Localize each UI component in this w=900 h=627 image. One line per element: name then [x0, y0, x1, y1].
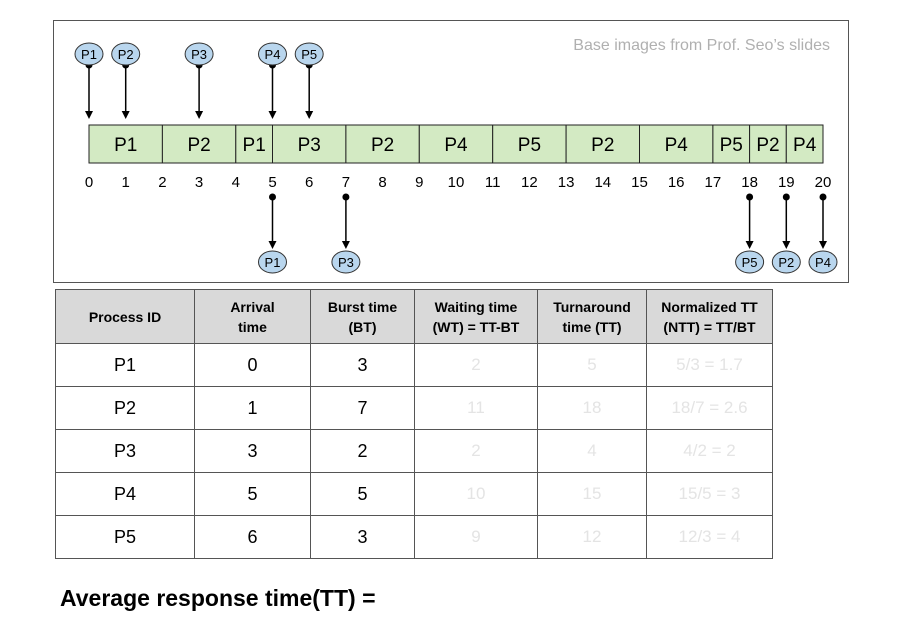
- cell-pid: P3: [56, 430, 195, 473]
- completion-arrow-head: [819, 241, 827, 249]
- cell-normalized: 12/3 = 4: [647, 516, 773, 559]
- header-turnaround-time-text: Turnaround time (TT): [553, 298, 631, 335]
- gantt-segment-label: P2: [756, 135, 780, 156]
- completion-arrow-head: [782, 241, 790, 249]
- time-tick-label: 19: [777, 174, 795, 191]
- cell-burst: 7: [311, 387, 415, 430]
- completion-process-label: P5: [741, 255, 758, 270]
- gantt-segment-label: P2: [591, 135, 615, 156]
- completion-arrow-head: [342, 241, 350, 249]
- gantt-diagram-frame: [53, 20, 849, 283]
- time-tick-label: 11: [484, 174, 501, 191]
- table-row: [56, 344, 773, 387]
- header-arrival-time: [195, 290, 311, 344]
- cell-normalized: 5/3 = 1.7: [647, 344, 773, 387]
- time-tick-label: 5: [268, 174, 277, 191]
- arrival-arrow-head: [85, 111, 93, 119]
- cell-turnaround: 4: [538, 430, 647, 473]
- cell-turnaround: 15: [538, 473, 647, 516]
- gantt-segment-label: P5: [517, 135, 542, 156]
- time-tick-label: 10: [447, 174, 465, 191]
- completion-process-label: P2: [778, 255, 795, 270]
- table-row: [56, 473, 773, 516]
- arrival-process-label: P5: [301, 47, 318, 62]
- cell-arrival: 5: [195, 473, 311, 516]
- cell-waiting: 2: [415, 430, 538, 473]
- header-process-id: Process ID: [56, 290, 195, 344]
- time-tick-label: 3: [194, 174, 204, 191]
- cell-waiting: 9: [415, 516, 538, 559]
- time-tick-label: 9: [415, 174, 424, 191]
- arrival-arrow-head: [122, 111, 130, 119]
- cell-burst: 3: [311, 344, 415, 387]
- header-burst-time-text: Burst time (BT): [327, 298, 398, 335]
- cell-arrival: 1: [195, 387, 311, 430]
- arrival-process-label: P2: [117, 47, 134, 62]
- header-turnaround-time: [538, 290, 647, 344]
- average-turnaround-label: Average response time(TT) =: [60, 585, 376, 611]
- time-tick-label: 6: [305, 174, 314, 191]
- gantt-segment-label: P1: [114, 135, 138, 156]
- cell-waiting: 2: [415, 344, 538, 387]
- gantt-segment-label: P2: [187, 135, 211, 156]
- cell-pid: P5: [56, 516, 195, 559]
- arrival-arrow-head: [269, 111, 277, 119]
- cell-pid: P4: [56, 473, 195, 516]
- table-row: [56, 516, 773, 559]
- gantt-segment-label: P4: [444, 135, 468, 156]
- time-tick-label: 20: [814, 174, 832, 191]
- arrival-arrow-head: [305, 111, 313, 119]
- cell-pid: P2: [56, 387, 195, 430]
- gantt-segment-label: P5: [719, 135, 743, 156]
- gantt-chart: [54, 21, 850, 284]
- header-arrival-time-text: Arrival time: [230, 298, 275, 335]
- cell-turnaround: 12: [538, 516, 647, 559]
- cell-pid: P1: [56, 344, 195, 387]
- header-normalized-tt-text: Normalized TT (NTT) = TT/BT: [661, 298, 758, 335]
- header-waiting-time-text: Waiting time (WT) = TT-BT: [432, 298, 520, 335]
- arrival-arrow-head: [195, 111, 203, 119]
- time-tick-label: 8: [378, 174, 387, 191]
- completion-process-label: P3: [337, 255, 354, 270]
- arrival-process-label: P1: [81, 47, 97, 62]
- time-tick-label: 2: [158, 174, 167, 191]
- gantt-segment-label: P3: [297, 135, 321, 156]
- completion-process-label: P4: [815, 255, 831, 270]
- credit-text: Base images from Prof. Seo’s slides: [573, 37, 830, 54]
- cell-arrival: 0: [195, 344, 311, 387]
- time-tick-label: 14: [594, 174, 612, 191]
- cell-arrival: 3: [195, 430, 311, 473]
- table-row: [56, 430, 773, 473]
- completion-arrow-head: [746, 241, 754, 249]
- header-waiting-time: [415, 290, 538, 344]
- time-tick-label: 7: [341, 174, 351, 191]
- table-header-row: [56, 290, 773, 344]
- process-table: [55, 289, 773, 559]
- arrival-process-label: P4: [264, 47, 281, 62]
- time-tick-label: 17: [704, 174, 722, 191]
- time-tick-label: 0: [84, 174, 94, 191]
- cell-normalized: 18/7 = 2.6: [647, 387, 773, 430]
- time-tick-label: 1: [121, 174, 130, 191]
- cell-turnaround: 18: [538, 387, 647, 430]
- time-tick-label: 18: [741, 174, 758, 191]
- cell-burst: 3: [311, 516, 415, 559]
- header-burst-time: [311, 290, 415, 344]
- gantt-segment-label: P4: [664, 135, 688, 156]
- completion-arrow-head: [269, 241, 277, 249]
- table-row: [56, 387, 773, 430]
- time-tick-label: 15: [631, 174, 648, 191]
- time-tick-label: 13: [557, 174, 575, 191]
- cell-waiting: 11: [415, 387, 538, 430]
- arrival-process-label: P3: [191, 47, 208, 62]
- cell-turnaround: 5: [538, 344, 647, 387]
- gantt-segment-label: P4: [793, 135, 817, 156]
- header-normalized-tt: [647, 290, 773, 344]
- completion-process-label: P1: [264, 255, 281, 270]
- cell-burst: 5: [311, 473, 415, 516]
- time-tick-label: 12: [521, 174, 538, 191]
- cell-waiting: 10: [415, 473, 538, 516]
- cell-normalized: 4/2 = 2: [647, 430, 773, 473]
- gantt-segment-label: P1: [242, 135, 266, 156]
- time-tick-label: 4: [231, 174, 240, 191]
- time-tick-label: 16: [667, 174, 685, 191]
- cell-arrival: 6: [195, 516, 311, 559]
- cell-burst: 2: [311, 430, 415, 473]
- gantt-segment-label: P2: [370, 135, 395, 156]
- cell-normalized: 15/5 = 3: [647, 473, 773, 516]
